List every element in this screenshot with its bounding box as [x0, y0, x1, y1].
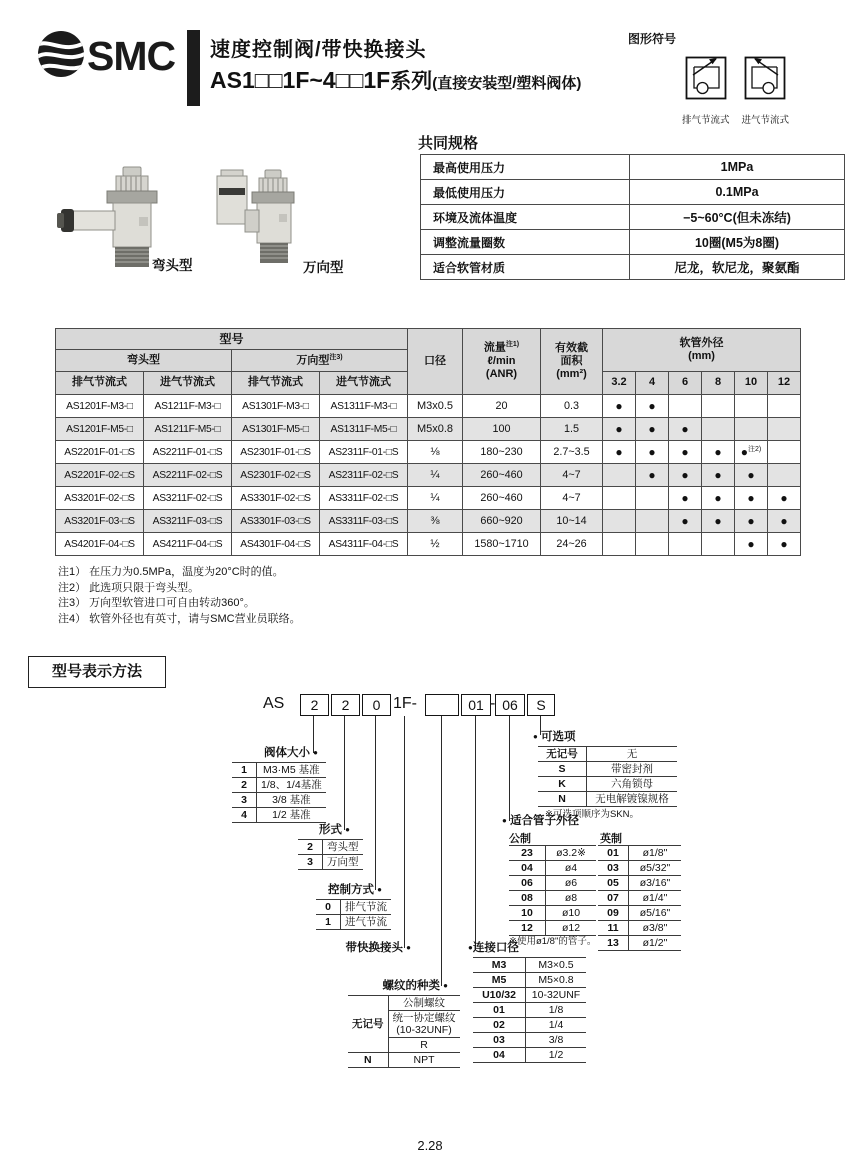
spec-row: [421, 255, 845, 280]
series-suffix: 系列: [390, 70, 433, 93]
spec-label: 最高使用压力: [421, 155, 630, 180]
model-number: AS1311F-M5-□: [320, 418, 408, 441]
code-box-control: 0: [362, 694, 391, 716]
table-notes: [58, 565, 301, 627]
tube-dot: ●: [603, 441, 636, 464]
imperial-label: 英制: [600, 833, 622, 845]
port-size-label: ●连接口径: [468, 942, 519, 954]
table-row: [56, 533, 801, 556]
code-box-body-size: 2: [300, 694, 329, 716]
port-size: ¼: [408, 487, 463, 510]
tube-dot: ●: [669, 418, 702, 441]
option-row: 13 ø1/2": [598, 936, 681, 951]
tube-dot: [768, 441, 801, 464]
symbol-exhaust-throttle: [682, 52, 730, 126]
option-row: 09 ø5/16": [598, 906, 681, 921]
option-row: 01 ø1/8": [598, 846, 681, 861]
form-table: [298, 839, 363, 870]
model-number: AS2201F-02-□S: [56, 464, 144, 487]
group-header-elbow: 弯头型: [56, 350, 232, 372]
option-row: 12 ø12: [509, 921, 596, 936]
tube-dot: [669, 395, 702, 418]
spec-row: [421, 205, 845, 230]
option-row: 3 3/8 基准: [232, 793, 326, 808]
tube-dot: ●: [702, 441, 735, 464]
tube-dot: [768, 464, 801, 487]
tube-dot: ●: [768, 487, 801, 510]
spec-label: 环境及流体温度: [421, 205, 630, 230]
model-number: AS3301F-02-□S: [232, 487, 320, 510]
note-line: 注4） 软管外径也有英寸，请与SMC营业员联络。: [58, 612, 301, 625]
tube-dot: ●: [702, 487, 735, 510]
option-row: K 六角锁母: [538, 777, 677, 792]
spec-value: 0.1MPa: [630, 180, 845, 205]
tube-dot: ●: [768, 533, 801, 556]
tube-dot: [735, 395, 768, 418]
model-number: AS2211F-01-□S: [144, 441, 232, 464]
bullet-dot: ●: [406, 943, 411, 952]
title-divider-bar: [187, 30, 200, 106]
option-row: 3 万向型: [298, 855, 363, 870]
area-value: 4~7: [541, 464, 603, 487]
port-size: M5x0.8: [408, 418, 463, 441]
tube-size-header: 4: [636, 372, 669, 395]
col-header-area: 有效截 面积 (mm²): [541, 329, 603, 395]
table-row: [56, 395, 801, 418]
tube-size-header: 12: [768, 372, 801, 395]
model-number: AS3201F-03-□S: [56, 510, 144, 533]
option-row: 统一协定螺纹 (10-32UNF): [348, 1011, 460, 1038]
option-row: N NPT: [348, 1053, 460, 1068]
tube-dot: [768, 395, 801, 418]
area-value: 1.5: [541, 418, 603, 441]
model-number: AS1211F-M5-□: [144, 418, 232, 441]
tube-size-header: 3.2: [603, 372, 636, 395]
header-row-1: [56, 329, 801, 350]
svg-text:SMC: SMC: [87, 33, 176, 79]
model-number: AS1301F-M3-□: [232, 395, 320, 418]
leader-line: [475, 716, 476, 950]
tube-od-metric-table: [509, 845, 596, 936]
tube-dot: ●: [702, 510, 735, 533]
note-line: 注3） 万向型软管进口可自由转动360°。: [58, 597, 255, 609]
port-size: ½: [408, 533, 463, 556]
flow-value: 660~920: [463, 510, 541, 533]
area-value: 24~26: [541, 533, 603, 556]
photo-label-universal: 万向型: [303, 260, 344, 275]
option-row: R: [348, 1038, 460, 1053]
tube-dot: [702, 395, 735, 418]
option-row: 4 1/2 基准: [232, 808, 326, 823]
options-label: ● 可选项: [533, 731, 576, 743]
flow-value: 20: [463, 395, 541, 418]
code-mid: 1F-: [393, 695, 417, 712]
model-number: AS1301F-M5-□: [232, 418, 320, 441]
code-prefix: AS: [263, 695, 285, 712]
code-box-port: 01: [461, 694, 491, 716]
group-header-universal: 万向型$^{注3)}$: [232, 350, 408, 372]
area-value: 0.3: [541, 395, 603, 418]
code-box-tube: 06: [495, 694, 525, 716]
sub-header: 排气节流式: [56, 372, 144, 395]
option-row: 02 1/4: [473, 1018, 586, 1033]
table-row: [56, 441, 801, 464]
sub-header: 进气节流式: [320, 372, 408, 395]
model-number: AS4201F-04-□S: [56, 533, 144, 556]
leader-line: [344, 716, 345, 830]
model-selection-table: [55, 328, 801, 556]
spec-row: [421, 230, 845, 255]
tube-dot: ●: [669, 464, 702, 487]
tube-dot: ●: [669, 510, 702, 533]
sub-header: 排气节流式: [232, 372, 320, 395]
spec-value: 10圈(M5为8圈): [630, 230, 845, 255]
tube-dot: ●: [702, 464, 735, 487]
pneumatic-symbol-icon: [683, 52, 729, 104]
spec-label: 适合软管材质: [421, 255, 630, 280]
flow-value: 1580~1710: [463, 533, 541, 556]
thread-type-label: 螺纹的种类 ●: [382, 980, 448, 992]
graphic-symbols: [628, 30, 838, 126]
option-row: 06 ø6: [509, 876, 596, 891]
area-value: 4~7: [541, 487, 603, 510]
metric-label: 公制: [509, 833, 531, 845]
option-row: U10/32 10-32UNF: [473, 988, 586, 1003]
model-number: AS1211F-M3-□: [144, 395, 232, 418]
options-table: [538, 746, 677, 807]
option-row: 03 ø5/32": [598, 861, 681, 876]
control-label: 控制方式 ●: [327, 884, 382, 896]
ordering-diagram: [0, 690, 860, 1110]
photo-label-elbow: 弯头型: [152, 258, 193, 273]
model-number: AS2311F-02-□S: [320, 464, 408, 487]
tube-dot: ●: [603, 395, 636, 418]
note3-ref: 注3): [329, 353, 343, 361]
symbol-caption: 进气节流式: [741, 115, 790, 126]
leader-line: [404, 716, 405, 948]
tube-dot: [702, 418, 735, 441]
model-number: AS3211F-02-□S: [144, 487, 232, 510]
flow-value: 260~460: [463, 487, 541, 510]
model-number: AS3311F-02-□S: [320, 487, 408, 510]
pneumatic-symbol-icon: [742, 52, 788, 104]
tube-size-header: 10: [735, 372, 768, 395]
option-row: 1 进气节流: [316, 915, 391, 930]
title-line2: [210, 65, 581, 95]
product-photo-universal: [205, 166, 340, 268]
body-size-label: 阀体大小 ●: [263, 747, 318, 759]
option-row: 无记号 无: [538, 747, 677, 762]
bullet-dot: ●: [443, 981, 448, 990]
graphic-symbols-label: 图形符号: [628, 32, 677, 46]
option-row: 07 ø1/4": [598, 891, 681, 906]
common-specs-title: 共同规格: [418, 135, 479, 152]
note1-ref: 注1): [505, 341, 520, 349]
tube-od-label: ● 适合管子外径: [502, 815, 580, 827]
ordering-section-title: 型号表示方法: [28, 656, 166, 688]
tube-dot: ●: [735, 510, 768, 533]
option-row: 04 ø4: [509, 861, 596, 876]
tube-dot: ●: [636, 418, 669, 441]
option-row: 03 3/8: [473, 1033, 586, 1048]
tube-dot: ●: [735, 487, 768, 510]
bullet-dot: ●: [468, 943, 473, 952]
tube-dot: ●: [636, 441, 669, 464]
symbol-caption: 排气节流式: [682, 115, 730, 126]
flow-value: 180~230: [463, 441, 541, 464]
tube-dot: [603, 487, 636, 510]
option-row: 05 ø3/16": [598, 876, 681, 891]
series-subtitle: (直接安装型/塑料阀体): [432, 75, 582, 92]
option-row: 1 M3·M5 基准: [232, 763, 326, 778]
option-row: M5 M5×0.8: [473, 973, 586, 988]
quick-fitting-label: 带快换接头 ●: [345, 942, 411, 954]
tube-size-header: 6: [669, 372, 702, 395]
option-row: N 无电解镀镍规格: [538, 792, 677, 807]
model-number: AS2211F-02-□S: [144, 464, 232, 487]
page-title: [210, 33, 581, 95]
model-number: AS3301F-03-□S: [232, 510, 320, 533]
code-box-thread: [425, 694, 459, 716]
tube-od-imperial-table: [598, 845, 681, 951]
tube-dot: ●: [669, 487, 702, 510]
option-row: 08 ø8: [509, 891, 596, 906]
model-number: AS3201F-02-□S: [56, 487, 144, 510]
options-note: ※可选项顺序为SKN。: [545, 809, 639, 820]
tube-dot: [669, 533, 702, 556]
bullet-dot: ●: [345, 825, 350, 834]
spec-value: −5~60°C(但未冻结): [630, 205, 845, 230]
option-row: 23 ø3.2※: [509, 846, 596, 861]
model-number: AS2301F-01-□S: [232, 441, 320, 464]
leader-line: [441, 716, 442, 986]
port-size: ⅛: [408, 441, 463, 464]
option-row: 04 1/2: [473, 1048, 586, 1063]
symbol-intake-throttle: [742, 52, 790, 126]
port-size: M3x0.5: [408, 395, 463, 418]
model-number: AS4301F-04-□S: [232, 533, 320, 556]
option-row: M3 M3×0.5: [473, 958, 586, 973]
tube-dot: ●: [636, 395, 669, 418]
spec-label: 调整流量圈数: [421, 230, 630, 255]
flow-value: 260~460: [463, 464, 541, 487]
model-number: AS2301F-02-□S: [232, 464, 320, 487]
option-row: 11 ø3/8": [598, 921, 681, 936]
model-number: AS2311F-01-□S: [320, 441, 408, 464]
leader-line: [509, 716, 510, 821]
model-number: AS2201F-01-□S: [56, 441, 144, 464]
common-specs-table: [420, 154, 845, 280]
model-number: AS1201F-M3-□: [56, 395, 144, 418]
tube-dot: ●: [735, 533, 768, 556]
flow-value: 100: [463, 418, 541, 441]
col-header-flow: 流量$^{注1)}$ ℓ/min (ANR): [463, 329, 541, 395]
table-row: [56, 418, 801, 441]
tube-dot: ●$^{注2)}$: [735, 441, 768, 464]
table-row: [56, 464, 801, 487]
option-row: S 带密封剂: [538, 762, 677, 777]
tube-dot: [603, 533, 636, 556]
option-row: 0 排气节流: [316, 900, 391, 915]
metric-note: ※使用ø1/8"的管子。: [509, 936, 597, 947]
note-line: 注2） 此选项只限于弯头型。: [58, 581, 200, 594]
page-number: 2.28: [417, 1138, 443, 1153]
series-code: AS1□□1F~4□□1F: [210, 67, 391, 93]
tube-dot: [636, 533, 669, 556]
spec-row: [421, 180, 845, 205]
model-number: AS1311F-M3-□: [320, 395, 408, 418]
body-size-table: [232, 762, 326, 823]
model-number: AS4311F-04-□S: [320, 533, 408, 556]
model-number: AS3311F-03-□S: [320, 510, 408, 533]
tube-dot: ●: [603, 418, 636, 441]
bullet-dot: ●: [313, 748, 318, 757]
bullet-dot: ●: [377, 885, 382, 894]
tube-dot: ●: [636, 464, 669, 487]
col-header-port: 口径: [408, 329, 463, 395]
option-row: 2 1/8、1/4基准: [232, 778, 326, 793]
leader-line: [375, 716, 376, 890]
model-number: AS1201F-M5-□: [56, 418, 144, 441]
tube-dot: [702, 533, 735, 556]
table-row: [56, 510, 801, 533]
smc-logo: [36, 28, 186, 80]
thread-type-table: [348, 995, 460, 1068]
table-row: [56, 487, 801, 510]
sub-header: 进气节流式: [144, 372, 232, 395]
tube-dot: [768, 418, 801, 441]
tube-dot: ●: [669, 441, 702, 464]
tube-size-header: 8: [702, 372, 735, 395]
code-dash: -: [490, 695, 496, 712]
control-table: [316, 899, 391, 930]
spec-value: 尼龙，软尼龙，聚氨酯: [630, 255, 845, 280]
tube-dot: [603, 510, 636, 533]
tube-dot: ●: [735, 464, 768, 487]
spec-value: 1MPa: [630, 155, 845, 180]
port-size: ⅜: [408, 510, 463, 533]
bullet-dot: ●: [502, 816, 507, 825]
option-row: 无记号 公制螺纹: [348, 996, 460, 1011]
spec-label: 最低使用压力: [421, 180, 630, 205]
area-value: 10~14: [541, 510, 603, 533]
option-row: 10 ø10: [509, 906, 596, 921]
model-number: AS3211F-03-□S: [144, 510, 232, 533]
tube-dot: [636, 510, 669, 533]
tube-dot: [735, 418, 768, 441]
bullet-dot: ●: [533, 732, 538, 741]
port-size-table: [473, 957, 586, 1063]
option-row: 01 1/8: [473, 1003, 586, 1018]
col-header-tube-od: 软管外径 (mm): [603, 329, 801, 372]
spec-row: [421, 155, 845, 180]
area-value: 2.7~3.5: [541, 441, 603, 464]
col-header-model: 型号: [56, 329, 408, 350]
code-box-option: S: [527, 694, 555, 716]
note-line: 注1） 在压力为0.5MPa，温度为20°C时的值。: [58, 566, 284, 578]
tube-dot: ●: [768, 510, 801, 533]
form-label: 形式 ●: [318, 824, 350, 836]
tube-dot: [636, 487, 669, 510]
model-number: AS4211F-04-□S: [144, 533, 232, 556]
note2-ref: 注2): [748, 446, 762, 453]
code-box-form: 2: [331, 694, 360, 716]
tube-dot: [603, 464, 636, 487]
title-line1: 速度控制阀/带快换接头: [210, 39, 427, 61]
port-size: ¼: [408, 464, 463, 487]
option-row: 2 弯头型: [298, 840, 363, 855]
